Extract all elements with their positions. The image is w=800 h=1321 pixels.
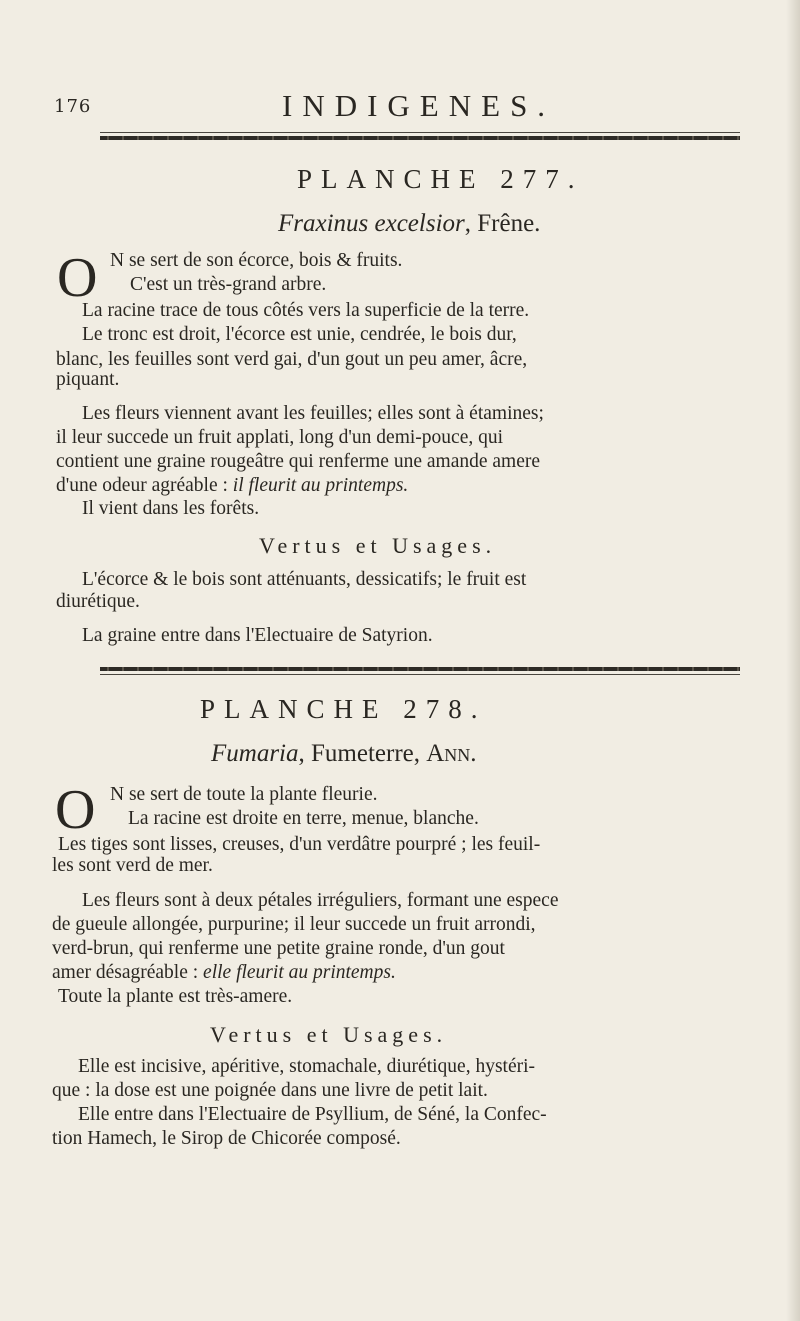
plate-278-vertus-line: Elle est incisive, apéritive, stomachale, diurétique, hystéri- bbox=[78, 1056, 536, 1077]
plate-278-drop-cap: O bbox=[55, 779, 96, 841]
plate-277-line: N se sert de son écorce, bois & fruits. bbox=[110, 250, 403, 271]
plate-277-line: il leur succede un fruit applati, long d'un demi-pouce, qui bbox=[56, 427, 504, 448]
section-rule bbox=[100, 664, 740, 675]
plate-277-line: blanc, les feuilles sont verd gai, d'un gout un peu amer, âcre, bbox=[56, 349, 528, 370]
page-edge-shadow bbox=[786, 0, 800, 1321]
plate-278-author: Ann. bbox=[426, 740, 477, 767]
plate-277-vertus-line: L'écorce & le bois sont atténuants, dessicatifs; le fruit est bbox=[82, 569, 527, 590]
plate-278-latin-name: Fumaria bbox=[211, 740, 299, 767]
plate-277-line: Les fleurs viennent avant les feuilles; elles sont à étamines; bbox=[82, 403, 544, 424]
plate-278-vertus-heading: Vertus et Usages. bbox=[210, 1022, 448, 1047]
page-number: 176 bbox=[54, 96, 92, 117]
plate-277-line: C'est un très-grand arbre. bbox=[130, 274, 327, 295]
plate-277-line: La racine trace de tous côtés vers la superficie de la terre. bbox=[82, 300, 530, 321]
plate-278-line bbox=[52, 962, 396, 984]
plate-277-subtitle bbox=[278, 210, 540, 238]
plate-278-vertus-line: tion Hamech, le Sirop de Chicorée composé. bbox=[52, 1128, 401, 1149]
plate-277-title: PLANCHE 277. bbox=[297, 164, 584, 194]
plate-278-line: verd-brun, qui renferme une petite graine ronde, d'un gout bbox=[52, 938, 505, 959]
plate-277-latin-name: Fraxinus excelsior bbox=[278, 210, 465, 237]
running-title: INDIGENES. bbox=[282, 88, 556, 123]
plate-277-odor-text: d'une odeur agréable : bbox=[56, 475, 228, 496]
plate-278-vertus-line: Elle entre dans l'Electuaire de Psyllium, de Séné, la Confec- bbox=[78, 1104, 547, 1125]
plate-278-line: N se sert de toute la plante fleurie. bbox=[110, 784, 378, 805]
plate-278-subtitle bbox=[211, 740, 477, 768]
plate-278-common-name: , Fumeterre, bbox=[298, 740, 427, 767]
plate-277-line: Le tronc est droit, l'écorce est unie, cendrée, le bois dur, bbox=[82, 324, 517, 345]
plate-277-line: piquant. bbox=[56, 369, 120, 390]
plate-277-vertus-line: La graine entre dans l'Electuaire de Satyrion. bbox=[82, 625, 433, 646]
plate-277-line bbox=[56, 475, 408, 497]
plate-277-common-name: , Frêne. bbox=[464, 210, 541, 237]
plate-277-line: Il vient dans les forêts. bbox=[82, 498, 260, 519]
plate-278-vertus-line: que : la dose est une poignée dans une livre de petit lait. bbox=[52, 1080, 488, 1101]
plate-278-line: Les tiges sont lisses, creuses, d'un verdâtre pourpré ; les feuil- bbox=[58, 834, 541, 855]
plate-278-line: Les fleurs sont à deux pétales irréguliers, formant une espece bbox=[82, 890, 559, 911]
plate-278-flowering-note: elle fleurit au printemps. bbox=[198, 962, 396, 983]
plate-278-taste-text: amer désagréable : bbox=[52, 962, 199, 983]
plate-277-vertus-heading: Vertus et Usages. bbox=[259, 533, 497, 558]
header-rule bbox=[100, 132, 740, 140]
plate-277-drop-cap: O bbox=[57, 247, 98, 309]
plate-278-line: les sont verd de mer. bbox=[52, 855, 213, 876]
plate-278-line: Toute la plante est très-amere. bbox=[58, 986, 293, 1007]
plate-278-line: de gueule allongée, purpurine; il leur succede un fruit arrondi, bbox=[52, 914, 536, 935]
plate-277-vertus-line: diurétique. bbox=[56, 591, 140, 612]
plate-277-line: contient une graine rougeâtre qui renferme une amande amere bbox=[56, 451, 541, 472]
plate-278-line: La racine est droite en terre, menue, blanche. bbox=[128, 808, 479, 829]
plate-277-flowering-note: il fleurit au printemps. bbox=[227, 475, 409, 496]
plate-278-title: PLANCHE 278. bbox=[200, 694, 487, 724]
